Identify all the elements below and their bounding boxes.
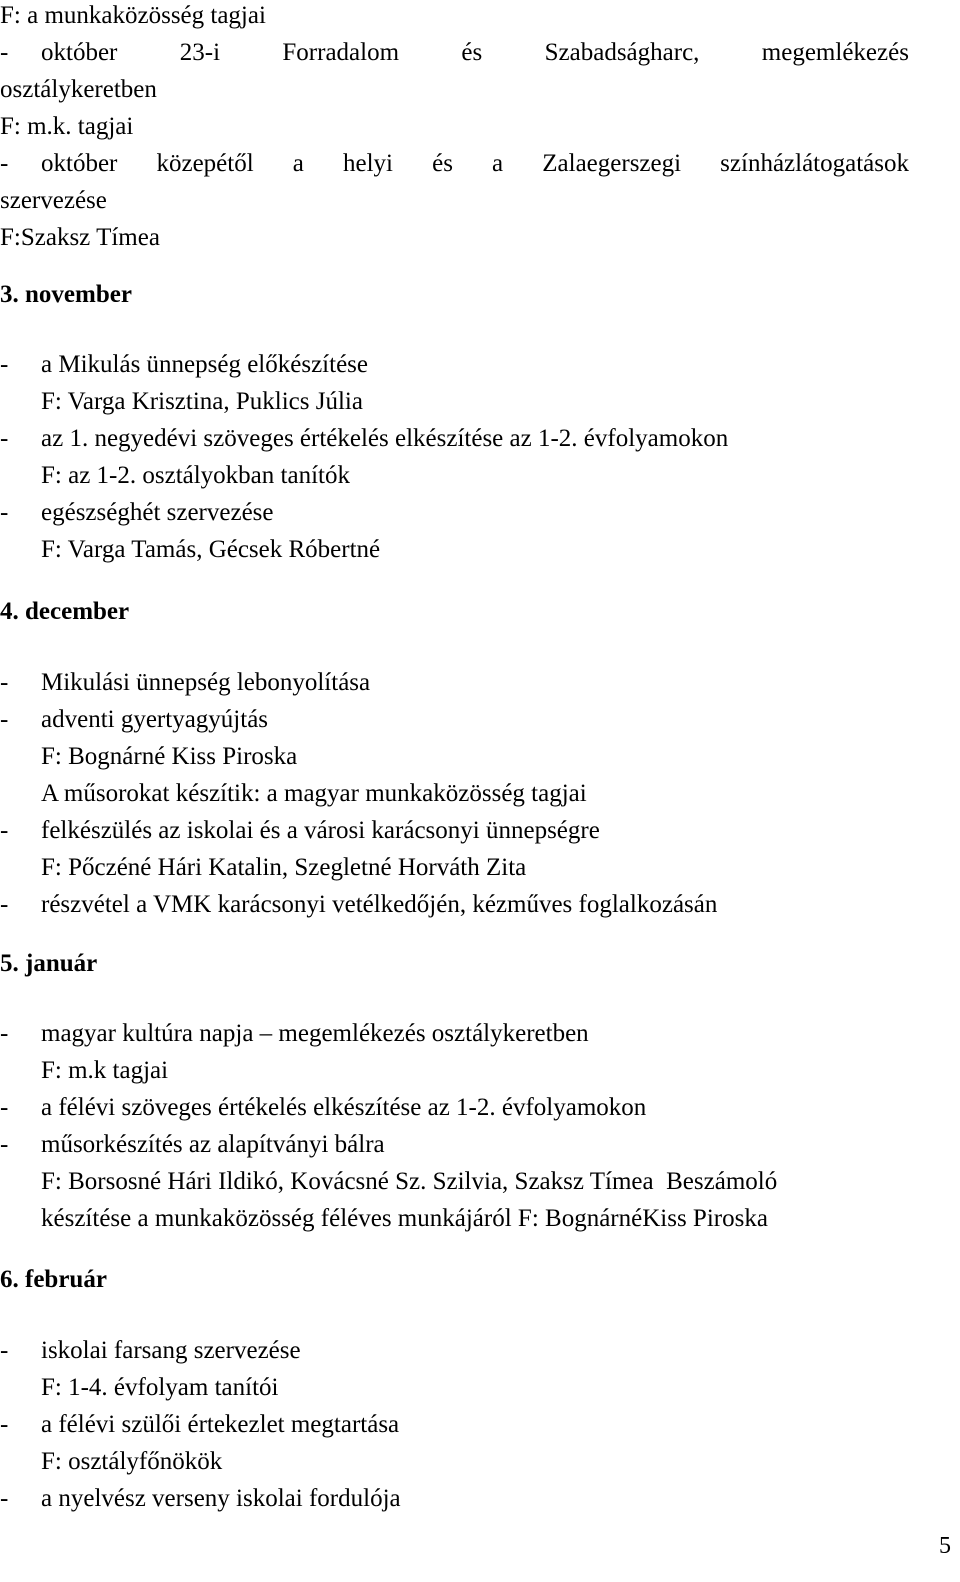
list-item: - a félévi szöveges értékelés elkészítése az 1-2. évfolyamokon	[0, 1094, 647, 1121]
section-january	[0, 945, 960, 982]
section-february	[0, 1261, 960, 1298]
responsible-line: F: Borsosné Hári Ildikó, Kovácsné Sz. Szilvia, Szaksz Tímea Beszámoló	[41, 1168, 778, 1195]
note-line: készítése a munkaközösség féléves munkájáról F: BognárnéKiss Piroska	[41, 1205, 768, 1232]
responsible-line: F:Szaksz Tímea	[0, 224, 160, 251]
page-number: 5	[939, 1533, 951, 1559]
responsible-line: F: az 1-2. osztályokban tanítók	[41, 462, 350, 489]
list-item: - adventi gyertyagyújtás	[0, 706, 269, 733]
list-item: - részvétel a VMK karácsonyi vetélkedőjén, kézműves foglalkozásán	[0, 891, 718, 918]
continuation-line: osztálykeretben	[0, 76, 157, 103]
list-item: - egészséghét szervezése	[0, 499, 274, 526]
responsible-line: F: a munkaközösség tagjai	[0, 2, 266, 29]
list-item: - október közepétől a helyi és a Zalaegerszegi színházlátogatások	[0, 145, 960, 182]
list-item: - iskolai farsang szervezése	[0, 1337, 301, 1364]
section-heading: 3. november	[0, 281, 132, 308]
continuation-line: szervezése	[0, 187, 107, 214]
section-november-items	[0, 346, 960, 568]
section-heading: 4. december	[0, 598, 130, 625]
section-november	[0, 276, 960, 313]
responsible-line: F: Pőczéné Hári Katalin, Szegletné Horváth Zita	[41, 854, 527, 881]
section-december-items	[0, 664, 960, 923]
responsible-line: F: 1-4. évfolyam tanítói	[41, 1374, 279, 1401]
list-item: - Mikulási ünnepség lebonyolítása	[0, 669, 371, 696]
responsible-line: F: Varga Tamás, Gécsek Róbertné	[41, 536, 381, 563]
responsible-line: F: Varga Krisztina, Puklics Júlia	[41, 388, 363, 415]
list-item: - magyar kultúra napja – megemlékezés osztálykeretben	[0, 1020, 589, 1047]
section-january-items	[0, 1015, 960, 1237]
responsible-line: F: m.k tagjai	[41, 1057, 169, 1084]
list-item: - felkészülés az iskolai és a városi karácsonyi ünnepségre	[0, 817, 600, 844]
list-item: - a Mikulás ünnepség előkészítése	[0, 351, 368, 378]
responsible-line: F: Bognárné Kiss Piroska	[41, 743, 298, 770]
section-february-items	[0, 1332, 960, 1517]
list-item: - műsorkészítés az alapítványi bálra	[0, 1131, 385, 1158]
top-block	[0, 0, 960, 256]
justified-line: október 23-i Forradalom és Szabadságharc, megemlékezés	[41, 39, 909, 66]
section-december	[0, 593, 960, 630]
section-heading: 5. január	[0, 950, 98, 977]
responsible-line: F: m.k. tagjai	[0, 113, 134, 140]
list-item: - a nyelvész verseny iskolai fordulója	[0, 1485, 401, 1512]
list-item: - a félévi szülői értekezlet megtartása	[0, 1411, 400, 1438]
note-line: A műsorokat készítik: a magyar munkaközösség tagjai	[41, 780, 587, 807]
justified-line: október közepétől a helyi és a Zalaegerszegi színházlátogatások	[41, 150, 909, 177]
list-item: - az 1. negyedévi szöveges értékelés elkészítése az 1-2. évfolyamokon	[0, 425, 729, 452]
section-heading: 6. február	[0, 1266, 107, 1293]
responsible-line: F: osztályfőnökök	[41, 1448, 223, 1475]
list-item: - október 23-i Forradalom és Szabadságharc, megemlékezés	[0, 34, 960, 71]
